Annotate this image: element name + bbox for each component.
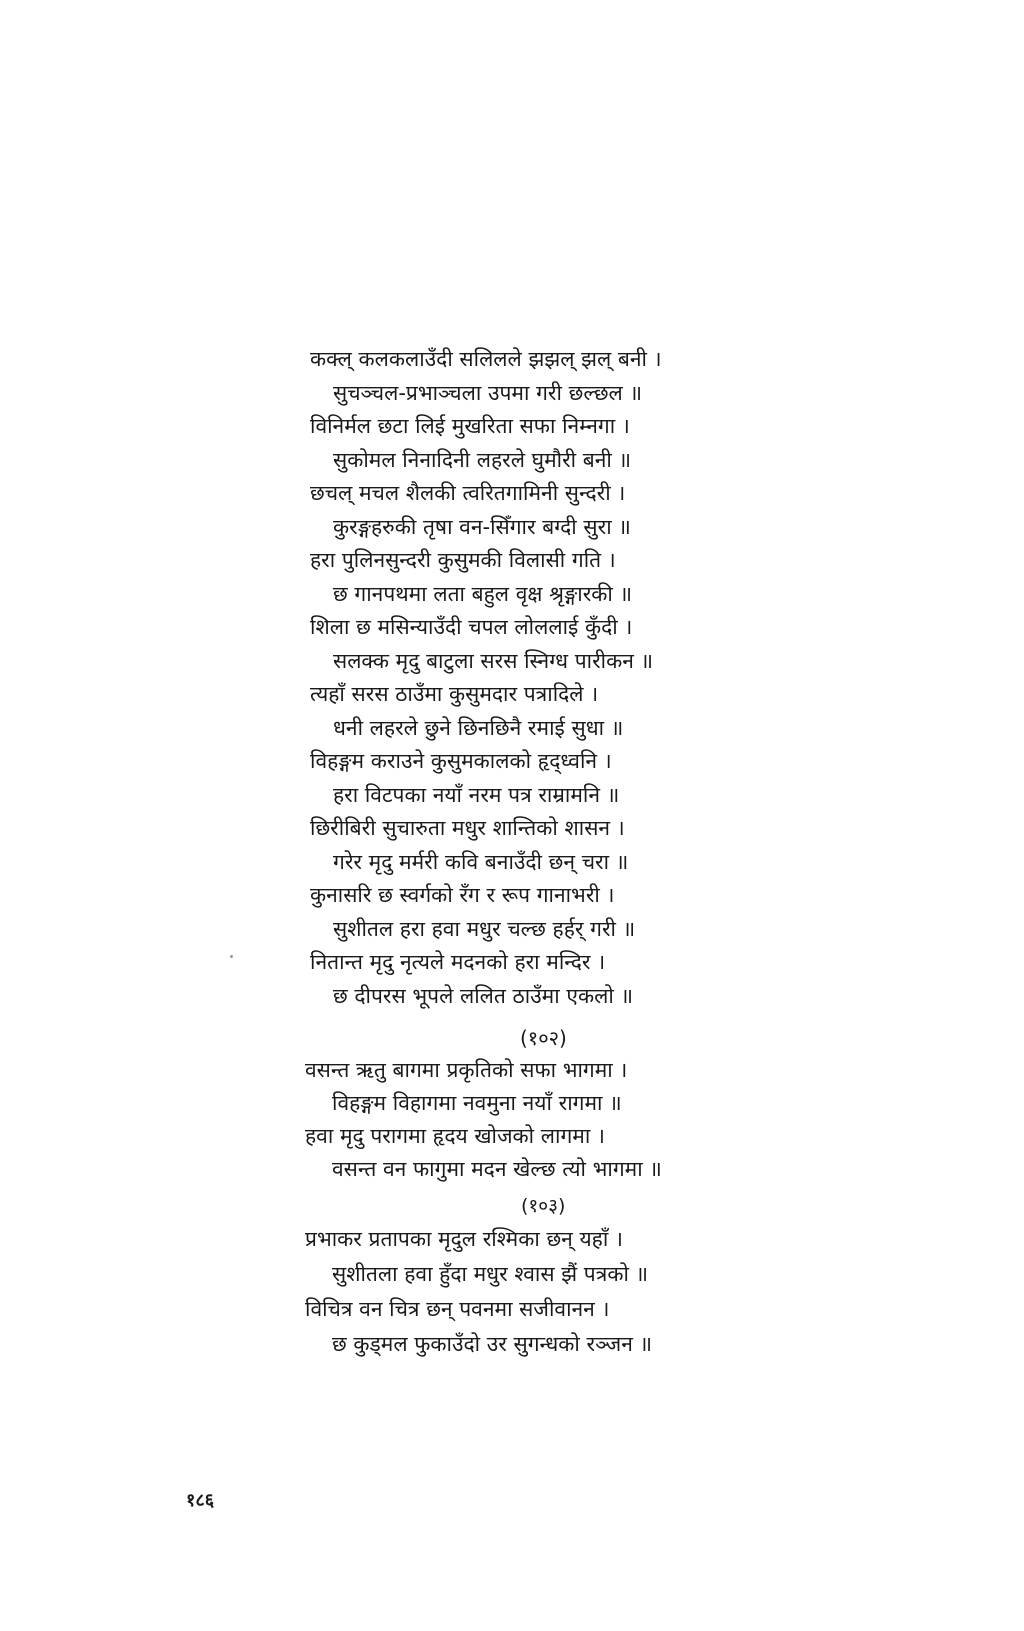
verse-line: वसन्त वन फागुमा मदन खेल्छ त्यो भागमा ॥ [332, 1157, 662, 1181]
verse-line: छिरीबिरी सुचारुता मधुर शान्तिको शासन । [310, 816, 625, 840]
verse-line: विचित्र वन चित्र छन् पवनमा सजीवानन । [305, 1297, 610, 1321]
poem-102 [300, 1054, 830, 1186]
verse-line: सुचञ्चल-प्रभाञ्चला उपमा गरी छल्छल ॥ [333, 380, 643, 405]
poem-101 [300, 343, 830, 1013]
verse-line: सुकोमल निनादिनी लहरले घुमौरी बनी ॥ [333, 447, 632, 472]
page-number: १८६ [186, 1490, 215, 1511]
poem-number-102: (१०२) [520, 1026, 567, 1050]
verse-line: छ दीपरस भूपले ललित ठाउँमा एकलो ॥ [333, 983, 634, 1008]
verse-line: प्रभाकर प्रतापका मृदुल रश्मिका छन् यहाँ । [305, 1227, 623, 1251]
verse-line: सुशीतल हरा हवा मधुर चल्छ हर्हर् गरी ॥ [333, 916, 636, 941]
verse-line: छ गानपथमा लता बहुल वृक्ष श्रृङ्गारकी ॥ [333, 581, 633, 606]
verse-line: छ कुड्मल फुकाउँदो उर सुगन्धको रञ्जन ॥ [332, 1332, 653, 1356]
verse-line: कुरङ्गहरुकी तृषा वन-सिँगार बग्दी सुरा ॥ [333, 514, 631, 539]
verse-line: हरा विटपका नयाँ नरम पत्र राम्रामनि ॥ [333, 782, 620, 807]
verse-line: सलक्क मृदु बाटुला सरस स्निग्ध पारीकन ॥ [333, 648, 654, 673]
verse-line: हवा मृदु परागमा हृदय खोजको लागमा । [305, 1124, 605, 1148]
verse-line: नितान्त मृदु नृत्यले मदनको हरा मन्दिर । [310, 950, 606, 974]
verse-line: कुनासरि छ स्वर्गको रँग र रूप गानाभरी । [310, 883, 615, 907]
verse-line: वसन्त ऋतु बागमा प्रकृतिको सफा भागमा । [305, 1058, 628, 1082]
verse-line: गरेर मृदु मर्मरी कवि बनाउँदी छन् चरा ॥ [333, 849, 629, 874]
poem-103 [300, 1222, 830, 1362]
scan-speck [230, 955, 233, 958]
verse-line: हरा पुलिनसुन्दरी कुसुमकी विलासी गति । [310, 548, 616, 572]
poem-number-103: (१०३) [521, 1195, 566, 1217]
verse-line: कक्ल् कलकलाउँदी सलिलले झझल् झल् बनी । [310, 347, 662, 371]
verse-line: सुशीतला हवा हुँदा मधुर श्वास झैं पत्रको ॥ [332, 1262, 649, 1286]
verse-line: शिला छ मसिन्याउँदी चपल लोललाई कुँदी । [310, 615, 633, 639]
verse-line: त्यहाँ सरस ठाउँमा कुसुमदार पत्रादिले । [310, 682, 599, 706]
verse-line: धनी लहरले छुने छिनछिनै रमाई सुधा ॥ [333, 715, 624, 740]
verse-line: विहङ्गम कराउने कुसुमकालको हृद्ध्वनि । [310, 749, 612, 773]
verse-line: छचल् मचल शैलकी त्वरितगामिनी सुन्दरी । [310, 481, 626, 505]
verse-line: विनिर्मल छटा लिई मुखरिता सफा निम्नगा । [310, 414, 630, 438]
verse-line: विहङ्गम विहागमा नवमुना नयाँ रागमा ॥ [332, 1091, 622, 1115]
